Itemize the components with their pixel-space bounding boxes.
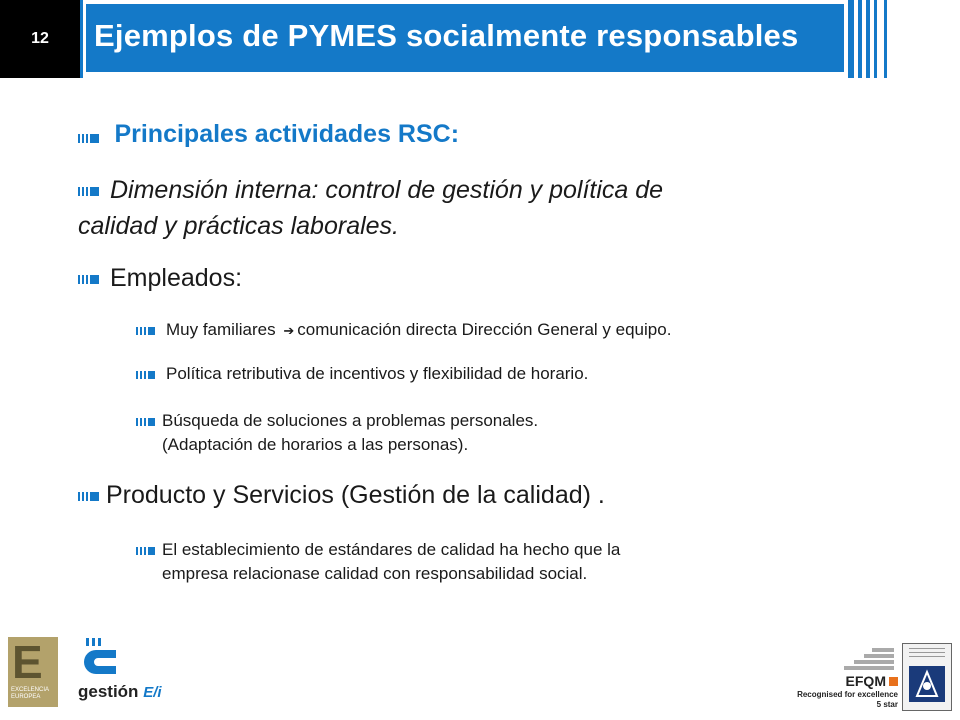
bullet-icon — [78, 185, 100, 197]
prod-item1-line-1: El establecimiento de estándares de calidad ha hecho que la — [162, 540, 621, 559]
bullet-icon — [136, 417, 156, 427]
e-letter-icon: E — [12, 637, 43, 688]
bullet-icon — [78, 273, 100, 285]
slide-title: Ejemplos de PYMES socialmente responsables — [94, 18, 799, 53]
bullet-icon — [78, 490, 100, 502]
producto-label: Producto y Servicios (Gestión de la calidad) . — [106, 481, 605, 509]
excelencia-europea-badge — [8, 637, 58, 707]
dimension-line-2: calidad y prácticas laborales. — [78, 212, 399, 240]
title-stripe — [858, 0, 862, 78]
title-stripe — [874, 0, 877, 78]
emp-item2: Política retributiva de incentivos y flexibilidad de horario. — [166, 364, 589, 383]
emp-item1-b: comunicación directa Dirección General y equipo. — [297, 320, 672, 339]
empleados-item-1 — [136, 320, 671, 340]
empleados-item-2 — [136, 364, 588, 384]
bullet-icon — [136, 326, 156, 336]
bullet-icon — [136, 546, 156, 556]
efqm-tagline: Recognised for excellence — [797, 690, 898, 699]
bullet-empleados — [78, 264, 242, 293]
bullet-icon — [136, 370, 156, 380]
title-stripe — [866, 0, 870, 78]
award-emblem-icon — [909, 666, 945, 702]
ei-text: E/i — [143, 684, 162, 701]
bullet-producto — [78, 481, 605, 510]
title-stripe — [884, 0, 887, 78]
efqm-logo — [790, 648, 898, 710]
gestion-logo-icon — [82, 636, 122, 678]
efqm-name: EFQM — [845, 673, 886, 689]
arrow-right-icon: ➔ — [283, 323, 295, 338]
prod-item1-line-2: empresa relacionase calidad con responsabilidad social. — [162, 564, 588, 583]
emp-item3-line-1: Búsqueda de soluciones a problemas personales. — [162, 411, 539, 430]
quality-award-seal — [902, 643, 952, 711]
efqm-level: 5 star — [876, 700, 898, 709]
producto-item-1 — [136, 538, 620, 586]
emp-item1-a: Muy familiares — [166, 320, 276, 339]
section-heading: Principales actividades RSC: — [114, 120, 460, 148]
gestion-text: gestión — [78, 682, 139, 701]
bullet-heading — [78, 120, 459, 149]
badge-text-1: EXCELENCIA — [11, 687, 50, 693]
empleados-label: Empleados: — [110, 264, 243, 292]
title-stripe — [80, 0, 83, 78]
dimension-line-1: Dimensión interna: control de gestión y política de — [110, 176, 664, 204]
bullet-icon — [78, 132, 100, 144]
bullet-dimension — [78, 172, 898, 244]
emp-item3-line-2: (Adaptación de horarios a las personas). — [162, 435, 469, 454]
title-bar — [86, 4, 844, 72]
gestion-ei-logo — [78, 636, 178, 706]
badge-text-2: EUROPEA — [11, 694, 41, 700]
page-number: 12 — [0, 0, 80, 78]
efqm-square-icon — [889, 677, 898, 686]
empleados-item-3 — [136, 409, 538, 457]
title-stripe — [848, 0, 854, 78]
